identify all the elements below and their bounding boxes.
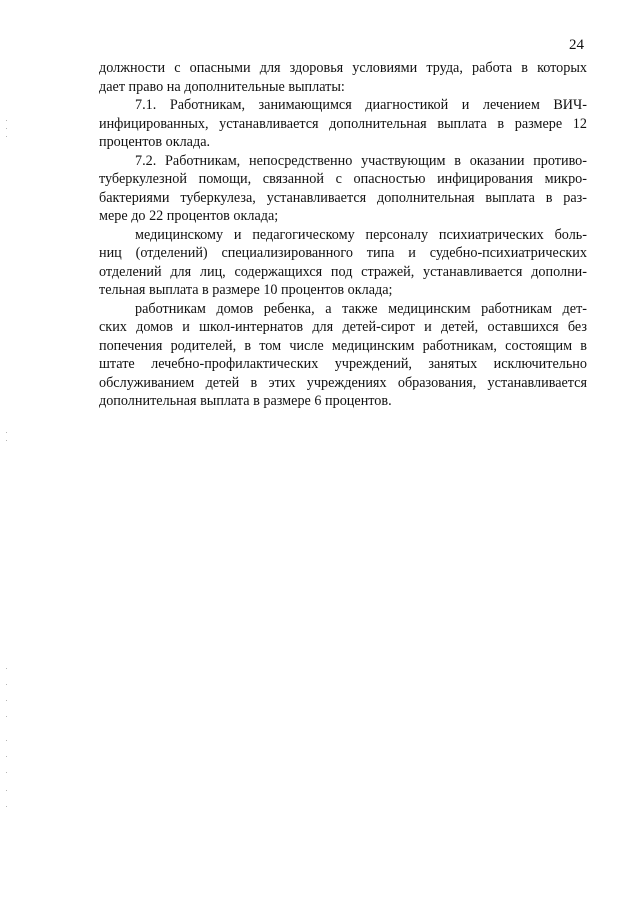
scan-mark xyxy=(6,668,7,669)
text-line: инфицированных, устанавливается дополнительная выплата в размере 12 xyxy=(99,115,587,132)
page-number: 24 xyxy=(569,37,584,53)
scan-mark xyxy=(6,700,7,701)
scan-mark xyxy=(6,128,7,129)
text-line: процентов оклада. xyxy=(99,134,211,150)
text-line: туберкулезной помощи, связанной с опасностью инфицирования микро- xyxy=(99,171,587,187)
text-line: дает право на дополнительные выплаты: xyxy=(99,78,345,95)
text-line: ских домов и школ-интернатов для детей-сирот и детей, оставшихся без xyxy=(99,319,587,335)
paragraph-psychiatric xyxy=(99,226,587,300)
text-line: мере до 22 процентов оклада; xyxy=(99,208,279,224)
paragraph-p7-1 xyxy=(99,96,587,152)
text-line: ниц (отделений) специализированного типа и судебно-психиатрических xyxy=(99,245,587,261)
scan-mark xyxy=(6,756,7,757)
text-line: обслуживанием детей в этих учреждениях образования, устанавливается xyxy=(99,374,587,391)
text-line: дополнительная выплата в размере 6 процентов. xyxy=(99,393,392,409)
document-body xyxy=(99,59,587,411)
text-line: тельная выплата в размере 10 процентов оклада; xyxy=(99,282,393,298)
text-line: попечения родителей, в том числе медицинским работникам, состоящим в xyxy=(99,337,587,354)
scan-mark xyxy=(6,136,7,137)
scan-mark xyxy=(6,740,7,741)
scan-mark xyxy=(6,120,7,121)
scan-mark xyxy=(6,716,7,717)
scan-mark xyxy=(6,440,7,441)
scan-mark xyxy=(6,772,7,773)
text-line: бактериями туберкулеза, устанавливается дополнительная выплата в раз- xyxy=(99,189,587,206)
text-line: штате лечебно-профилактических учреждений, занятых исключительно xyxy=(99,356,587,372)
text-line: отделений для лиц, содержащихся под стражей, устанавливается дополни- xyxy=(99,263,587,280)
text-line: работникам домов ребенка, а также медицинским работникам дет- xyxy=(135,300,587,317)
paragraph-intro xyxy=(99,59,587,96)
paragraph-p7-2 xyxy=(99,152,587,226)
paragraph-children-homes xyxy=(99,300,587,411)
text-line: 7.1. Работникам, занимающимся диагностикой и лечением ВИЧ- xyxy=(135,97,587,113)
text-line: должности с опасными для здоровья условиями труда, работа в которых xyxy=(99,60,587,76)
text-line: 7.2. Работникам, непосредственно участвующим в оказании противо- xyxy=(135,152,587,169)
scan-mark xyxy=(6,806,7,807)
scan-mark xyxy=(6,790,7,791)
scan-mark xyxy=(6,432,7,433)
scan-mark xyxy=(6,684,7,685)
text-line: медицинскому и педагогическому персоналу психиатрических боль- xyxy=(135,226,587,243)
